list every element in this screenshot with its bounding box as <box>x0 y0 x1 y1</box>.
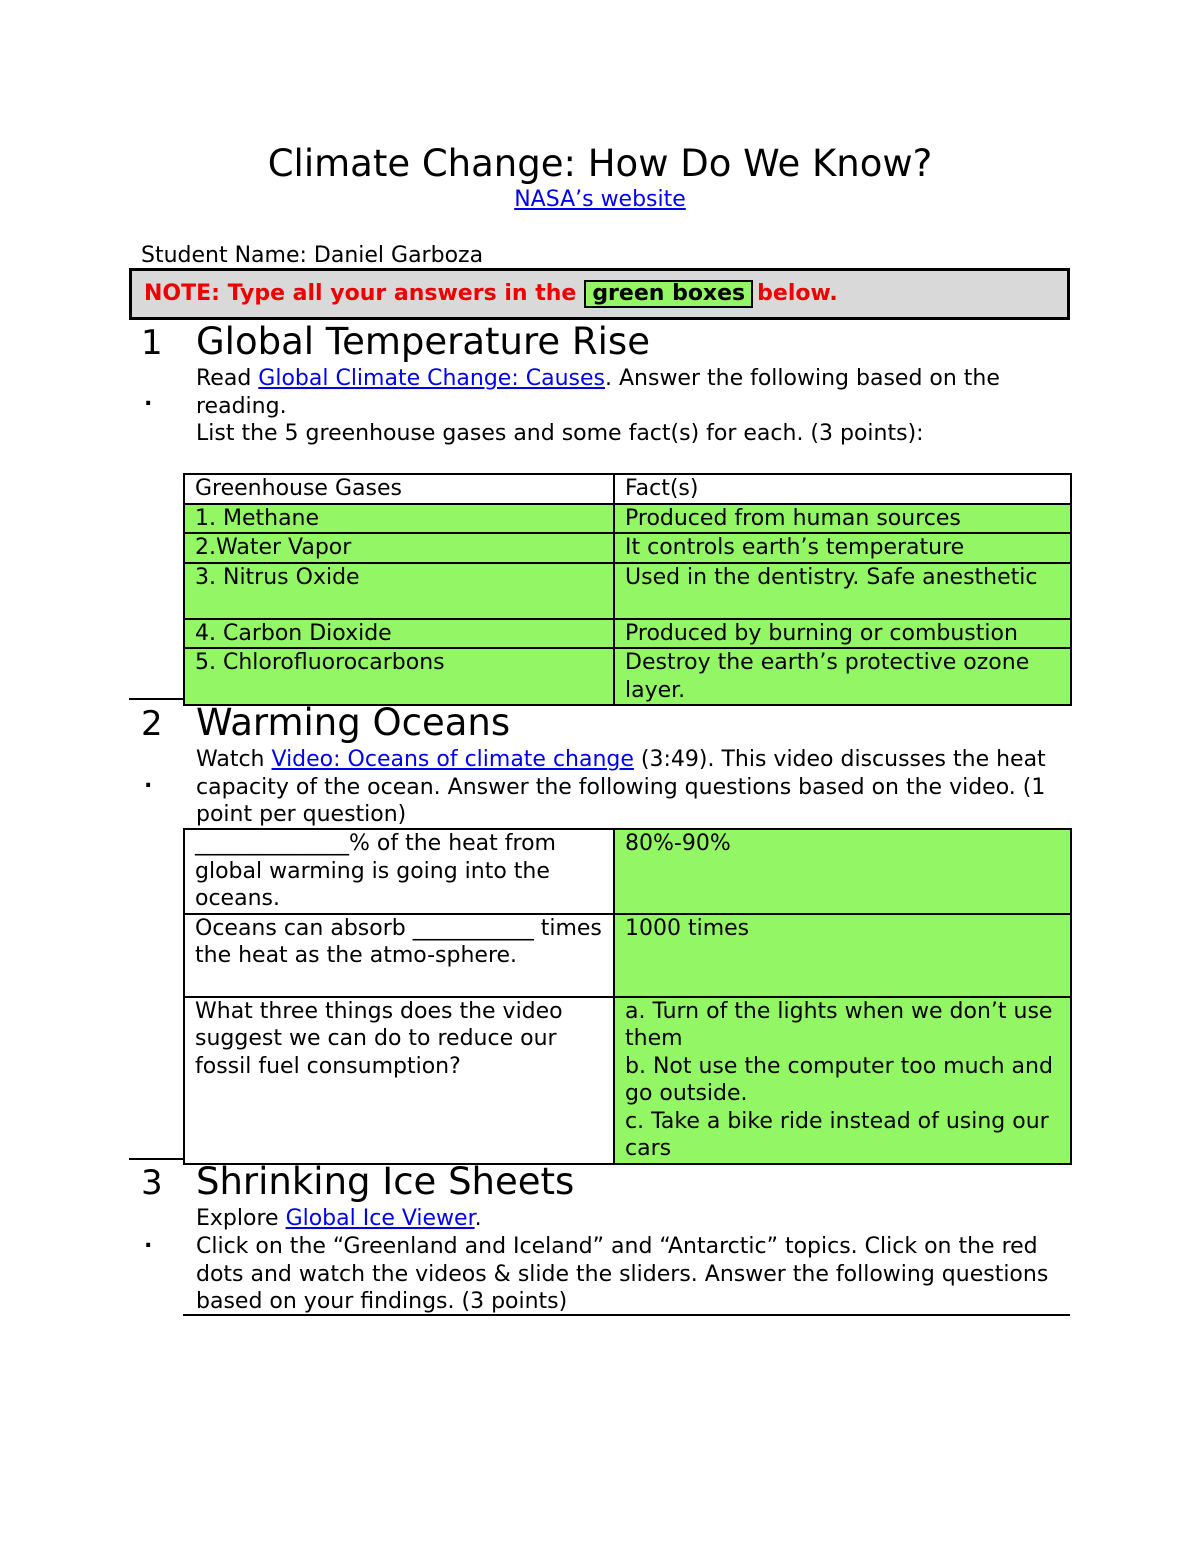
table-row <box>184 914 1071 997</box>
ice-viewer-link[interactable]: Global Ice Viewer <box>285 1206 475 1231</box>
section-1-read: Read <box>196 366 252 391</box>
student-name: Student Name: Daniel Garboza <box>141 243 484 268</box>
section-3-intro <box>196 1205 1066 1233</box>
gas-cell[interactable]: 3. Nitrus Oxide <box>184 563 614 619</box>
table-row <box>184 829 1071 914</box>
section-2-dot: . <box>144 768 153 793</box>
fact-cell[interactable]: It controls earth’s temperature <box>614 533 1071 563</box>
gas-cell[interactable]: 5. Chlorofluorocarbons <box>184 648 614 705</box>
page-title: Climate Change: How Do We Know? <box>267 142 933 185</box>
note-prefix: NOTE: Type all your answers in the <box>144 281 577 306</box>
section-2-number: 2 <box>141 704 163 744</box>
section-1-instruction: List the 5 greenhouse gases and some fact(s) for each. (3 points): <box>196 421 924 446</box>
nasa-website-link[interactable]: NASA’s website <box>514 187 686 212</box>
section-2-title: Warming Oceans <box>196 701 511 744</box>
table-header-row <box>184 474 1071 504</box>
answer-line: a. Turn of the lights when we don’t use them <box>625 998 1053 1051</box>
section-3-title: Shrinking Ice Sheets <box>196 1160 575 1203</box>
table-row <box>184 533 1071 563</box>
fact-cell[interactable]: Produced by burning or combustion <box>614 619 1071 649</box>
section-1-title: Global Temperature Rise <box>196 320 650 363</box>
answer-cell[interactable] <box>614 997 1071 1164</box>
fact-cell[interactable]: Produced from human sources <box>614 504 1071 534</box>
oceans-video-link[interactable]: Video: Oceans of climate change <box>271 747 634 772</box>
greenhouse-gases-table <box>183 473 1072 706</box>
section-1-after-link: . Answer the following based on the reading. <box>196 366 1000 419</box>
green-boxes-label: green boxes <box>584 280 753 308</box>
table-row <box>184 619 1071 649</box>
answer-line: b. Not use the computer too much and go outside. <box>625 1053 1053 1106</box>
header-gases: Greenhouse Gases <box>184 474 614 504</box>
section-2-after-link: (3:49). This video discusses the heat capacity of the ocean. Answer the following questions based on the video. (1 point per question) <box>196 747 1046 827</box>
question-cell: What three things does the video suggest we can do to reduce our fossil fuel consumption? <box>184 997 614 1164</box>
gas-cell[interactable]: 4. Carbon Dioxide <box>184 619 614 649</box>
note-banner <box>129 268 1070 320</box>
oceans-questions-table <box>183 828 1072 1165</box>
fact-cell[interactable]: Used in the dentistry. Safe anesthetic <box>614 563 1071 619</box>
section-2-intro <box>196 746 1066 829</box>
table-row <box>184 504 1071 534</box>
section-1-dot: . <box>144 386 153 411</box>
fact-cell[interactable]: Destroy the earth’s protective ozone layer. <box>614 648 1071 705</box>
table-row <box>184 648 1071 705</box>
section-3-instruction: Click on the “Greenland and Iceland” and “Antarctic” topics. Click on the red dots and watch the videos & slide the sliders. Answer the following questions based on your findings. (3 points) <box>196 1234 1049 1314</box>
causes-link[interactable]: Global Climate Change: Causes <box>258 366 605 391</box>
section-divider <box>129 1158 185 1160</box>
section-3-underline <box>183 1314 1070 1316</box>
section-1-number: 1 <box>141 323 163 363</box>
note-text <box>144 280 838 308</box>
gas-cell[interactable]: 1. Methane <box>184 504 614 534</box>
question-cell: ______________% of the heat from global warming is going into the oceans. <box>184 829 614 914</box>
answer-line: c. Take a bike ride instead of using our cars <box>625 1108 1049 1161</box>
section-2-watch: Watch <box>196 747 265 772</box>
nasa-link-wrap <box>0 186 1200 214</box>
note-suffix: below. <box>757 281 838 306</box>
table-row <box>184 563 1071 619</box>
section-divider <box>129 698 185 700</box>
answer-cell[interactable]: 1000 times <box>614 914 1071 997</box>
section-3-explore: Explore <box>196 1206 279 1231</box>
section-1-intro <box>196 365 1066 420</box>
answer-cell[interactable]: 80%-90% <box>614 829 1071 914</box>
section-3-dot: . <box>144 1228 153 1253</box>
section-3-after-link: . <box>474 1206 482 1231</box>
header-facts: Fact(s) <box>614 474 1071 504</box>
question-cell: Oceans can absorb ___________ times the heat as the atmo-sphere. <box>184 914 614 997</box>
gas-cell[interactable]: 2.Water Vapor <box>184 533 614 563</box>
table-row <box>184 997 1071 1164</box>
section-3-number: 3 <box>141 1163 163 1203</box>
